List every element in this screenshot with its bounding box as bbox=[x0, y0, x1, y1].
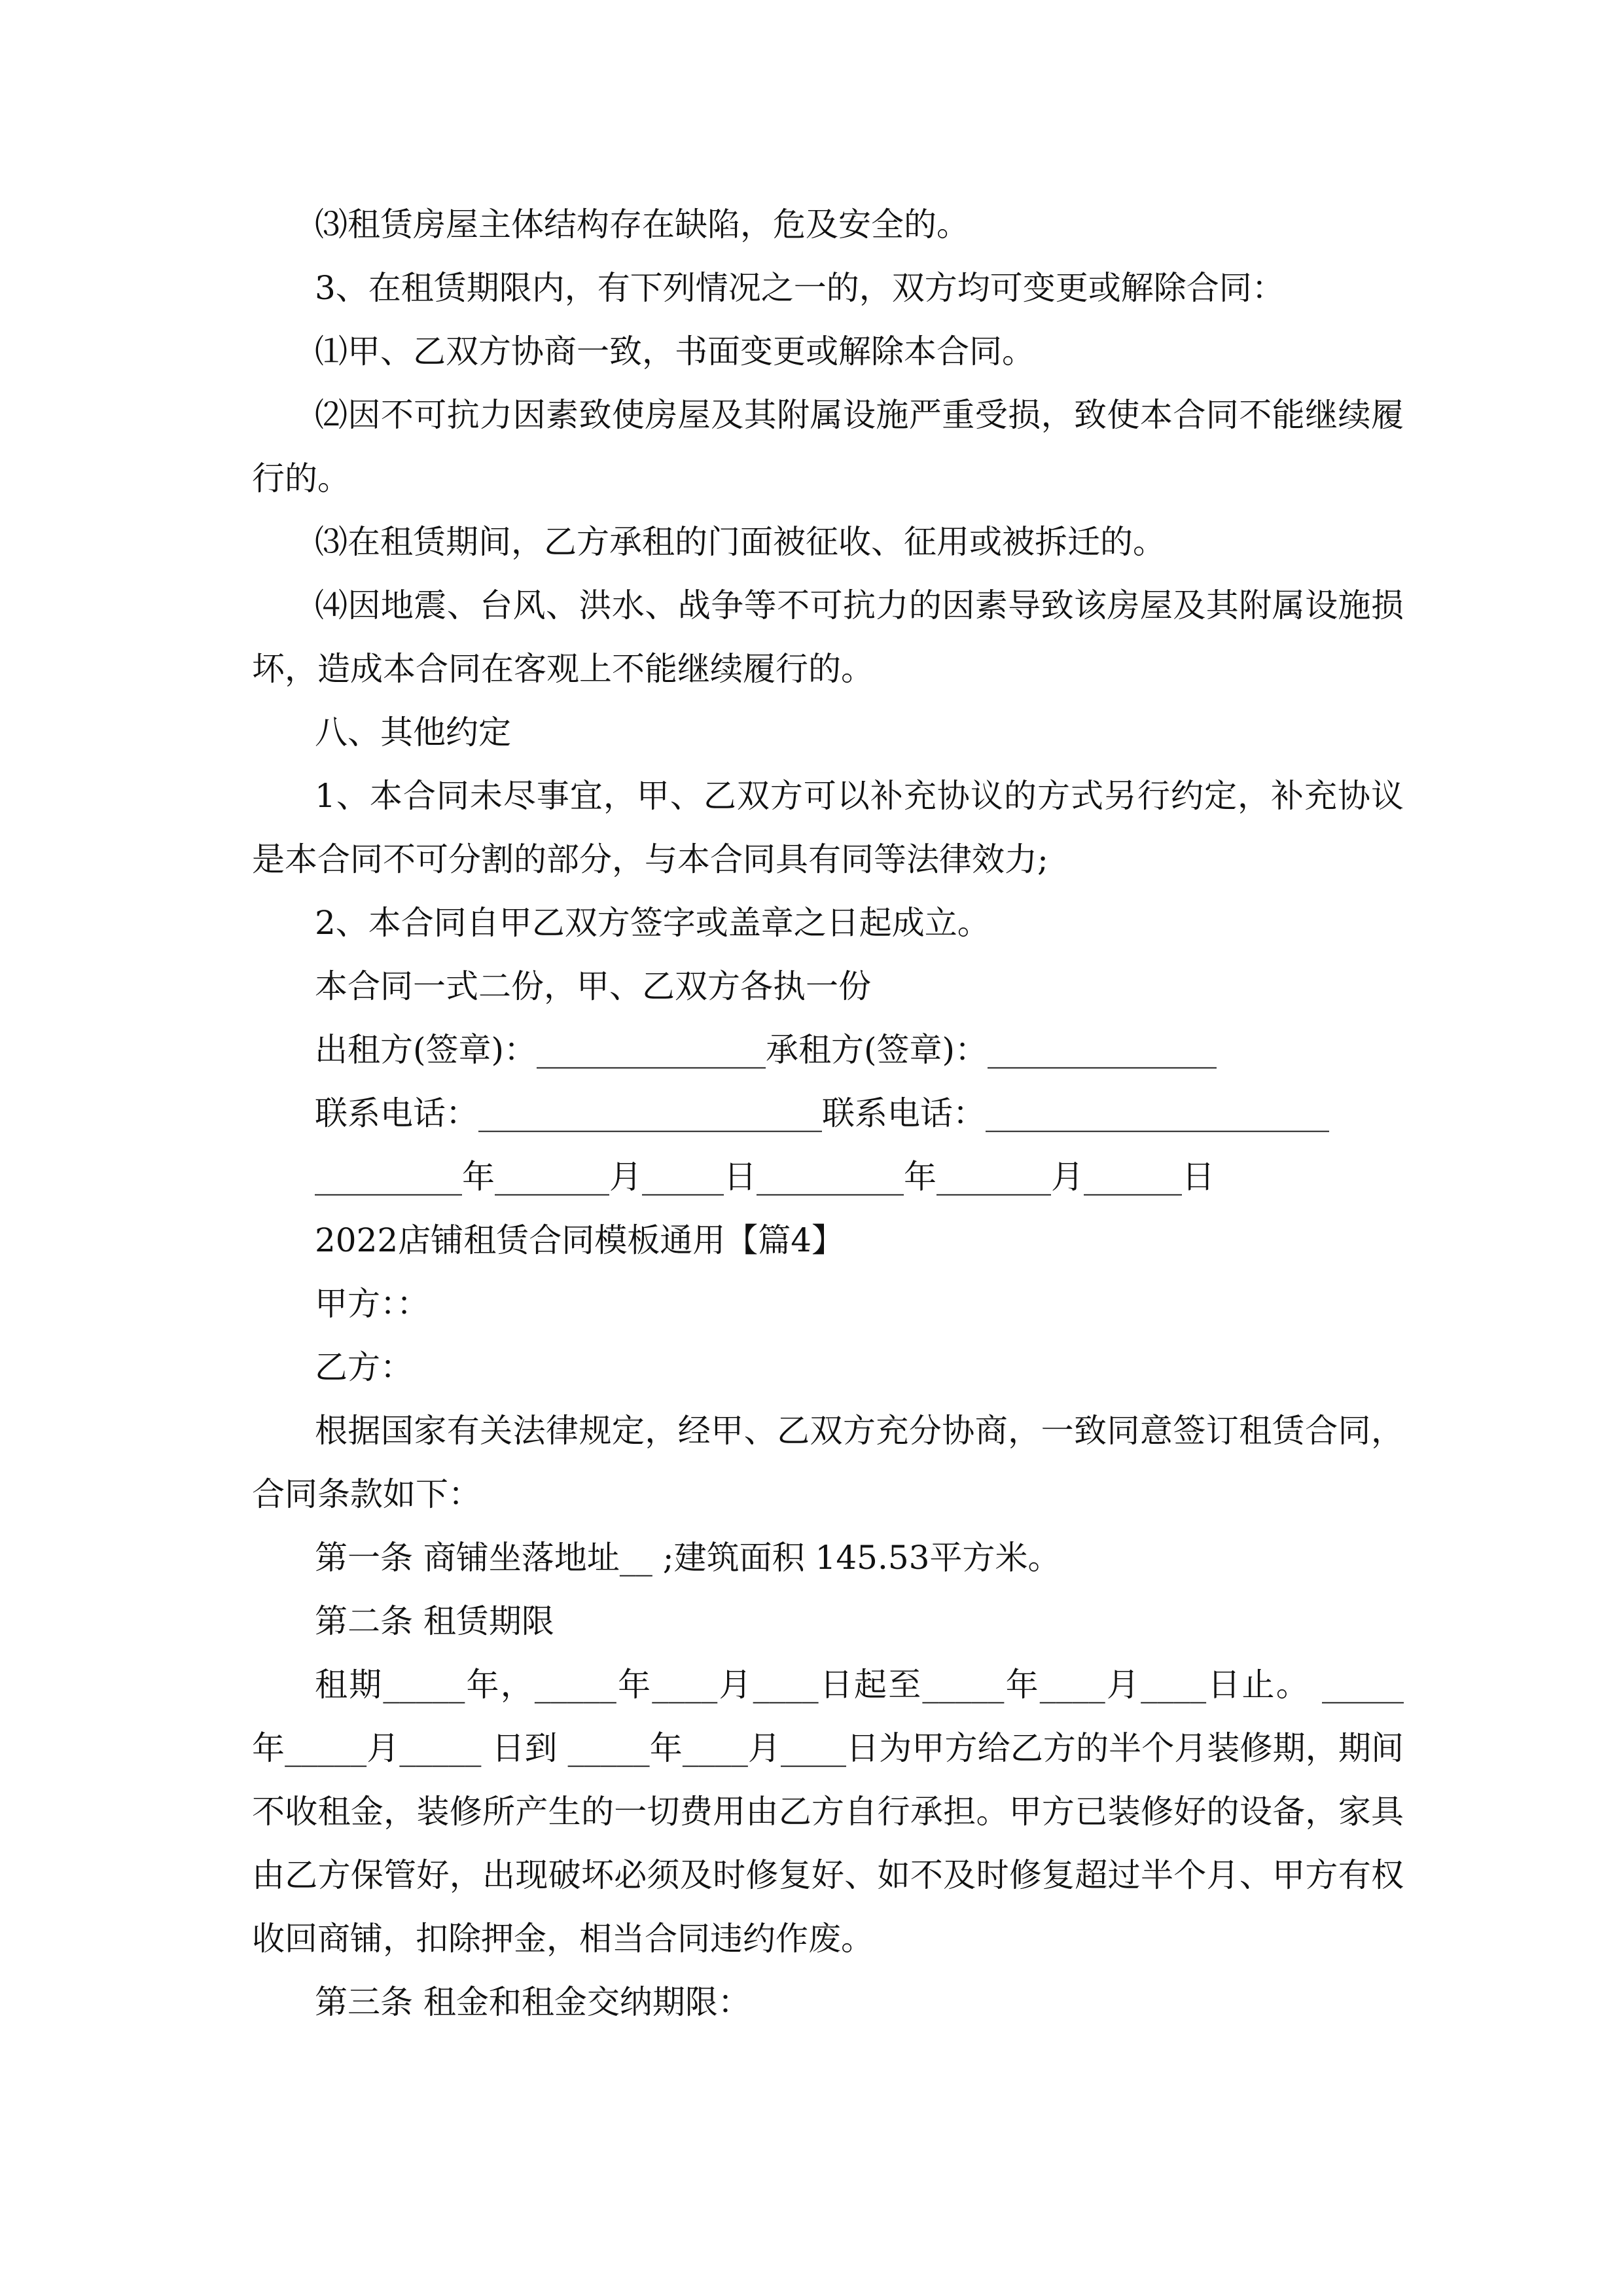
paragraph-item-2: ⑵因不可抗力因素致使房屋及其附属设施严重受损，致使本合同不能继续履行的。 bbox=[252, 396, 1404, 497]
article-2-heading: 第二条 租赁期限 bbox=[315, 1602, 554, 1640]
phone-line: 联系电话：_____________________联系电话：_____________________ bbox=[315, 1094, 1329, 1132]
party-b: 乙方： bbox=[315, 1348, 413, 1386]
article-3-heading: 第三条 租金和租金交纳期限： bbox=[315, 1983, 751, 2021]
contract-title: 2022店铺租赁合同模板通用【篇4】 bbox=[315, 1221, 845, 1259]
paragraph-item-3: ⑶在租赁期间，乙方承租的门面被征收、征用或被拆迁的。 bbox=[315, 523, 1166, 561]
paragraph-other-terms-2: 2、本合同自甲乙双方签字或盖章之日起成立。 bbox=[315, 904, 990, 942]
paragraph-other-terms-1: 1、本合同未尽事宜，甲、乙双方可以补充协议的方式另行约定，补充协议是本合同不可分割的部分，与本合同具有同等法律效力; bbox=[252, 777, 1404, 878]
party-a: 甲方：： bbox=[315, 1285, 429, 1323]
paragraph-copies: 本合同一式二份，甲、乙双方各执一份 bbox=[315, 967, 871, 1005]
article-2-body: 租期_____年，_____年____月____日起至_____年____月____日止。 _____年_____月_____ 日到 _____年____月____日为甲方给乙方的半个月装修期，期间不收租金，装修所产生的一切费用由乙方自行承担。甲方已装修好的设备，家具由乙方保管好，出现破坏必须及时修复好、如不及时修复超过半个月、甲方有权收回商铺，扣除押金，相当合同违约作废。 bbox=[252, 1666, 1404, 1958]
article-1: 第一条 商铺坐落地址__ ;建筑面积 145.53平方米。 bbox=[315, 1539, 1061, 1577]
date-line: _________年_______月_____日_________年_______月______日 bbox=[315, 1158, 1215, 1196]
paragraph-item-4: ⑷因地震、台风、洪水、战争等不可抗力的因素导致该房屋及其附属设施损坏，造成本合同在客观上不能继续履行的。 bbox=[252, 586, 1404, 688]
paragraph-preamble: 根据国家有关法律规定，经甲、乙双方充分协商，一致同意签订租赁合同，合同条款如下： bbox=[252, 1412, 1404, 1513]
document-body bbox=[252, 193, 1404, 2034]
paragraph-clause-3-item-3: ⑶租赁房屋主体结构存在缺陷，危及安全的。 bbox=[315, 206, 969, 243]
paragraph-item-1: ⑴甲、乙双方协商一致，书面变更或解除本合同。 bbox=[315, 332, 1035, 370]
section-heading-other-terms: 八、其他约定 bbox=[315, 713, 511, 751]
paragraph-clause-3: 3、在租赁期限内，有下列情况之一的，双方均可变更或解除合同： bbox=[315, 269, 1285, 307]
signature-line: 出租方(签章)：______________承租方(签章)：______________ bbox=[315, 1031, 1217, 1069]
